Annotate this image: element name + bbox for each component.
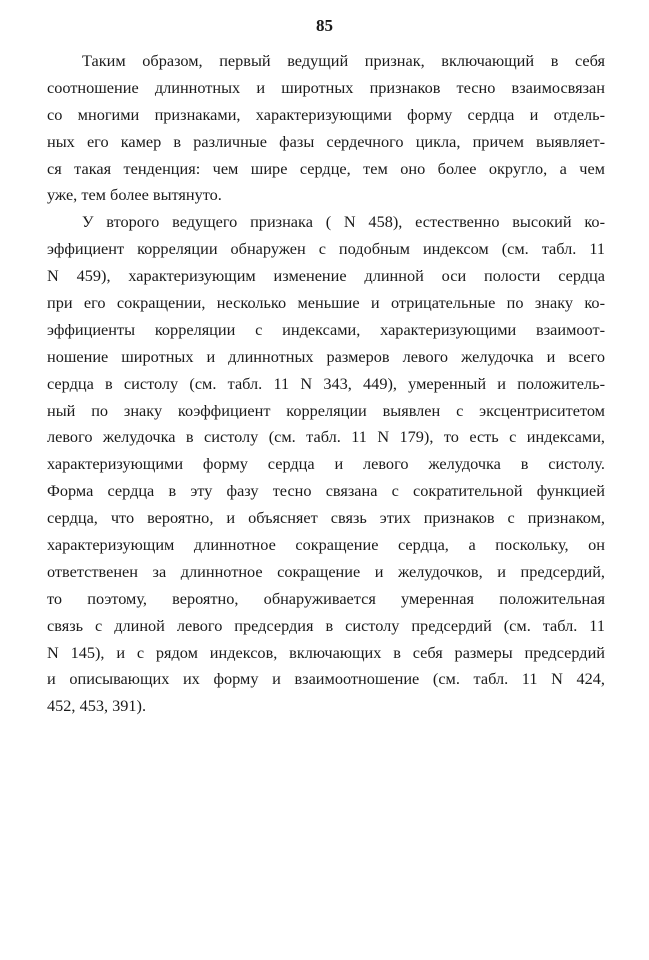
text-line: ответственен за длиннотное сокращение и желудочков, и предсердий, (47, 561, 605, 581)
text-line: то поэтому, вероятно, обнаруживается умеренная положительная (47, 588, 605, 608)
text-line: и описывающих их форму и взаимоотношение (см. табл. 11 N 424, (47, 669, 605, 689)
text-line: сердца в систолу (см. табл. 11 N 343, 449), умеренный и положитель- (47, 373, 605, 393)
text-line: со многими признаками, характеризующими форму сердца и отдель- (47, 104, 605, 124)
text-line: ных его камер в различные фазы сердечного цикла, причем выявляет- (47, 131, 605, 151)
text-line: Таким образом, первый ведущий признак, включающий в себя (82, 51, 605, 70)
text-line: эффициент корреляции обнаружен с подобным индексом (см. табл. 11 (47, 239, 605, 259)
text-line: ный по знаку коэффициент корреляции выявлен с эксцентриситетом (47, 400, 605, 420)
text-line: левого желудочка в систолу (см. табл. 11 N 179), то есть с индексами, (47, 427, 605, 447)
text-line: N 145), и с рядом индексов, включающих в себя размеры предсердий (47, 642, 605, 662)
text-line: уже, тем более вытянуто. (47, 185, 222, 205)
text-line: ся такая тенденция: чем шире сердце, тем оно более округло, а чем (47, 158, 605, 178)
text-line: 452, 453, 391). (47, 696, 147, 716)
text-line: N 459), характеризующим изменение длинной оси полости сердца (47, 266, 605, 286)
text-line: сердца, что вероятно, и объясняет связь этих признаков с признаком, (47, 508, 605, 528)
text-line: Форма сердца в эту фазу тесно связана с сократительной функцией (47, 481, 605, 501)
body-text (47, 48, 605, 720)
text-line: ношение широтных и длиннотных размеров левого желудочка и всего (47, 346, 605, 366)
text-line: при его сокращении, несколько меньшие и отрицательные по знаку ко- (47, 293, 605, 313)
text-line: У второго ведущего признака ( N 458), естественно высокий ко- (82, 212, 605, 232)
text-line: связь с длиной левого предсердия в систолу предсердий (см. табл. 11 (47, 615, 605, 635)
text-line: эффициенты корреляции с индексами, характеризующими взаимоот- (47, 319, 605, 339)
text-line: характеризующим длиннотное сокращение сердца, а поскольку, он (47, 535, 605, 555)
text-line: соотношение длиннотных и широтных признаков тесно взаимосвязан (47, 77, 605, 97)
text-line: характеризующими форму сердца и левого желудочка в систолу. (47, 454, 605, 474)
page-number: 85 (316, 16, 333, 35)
